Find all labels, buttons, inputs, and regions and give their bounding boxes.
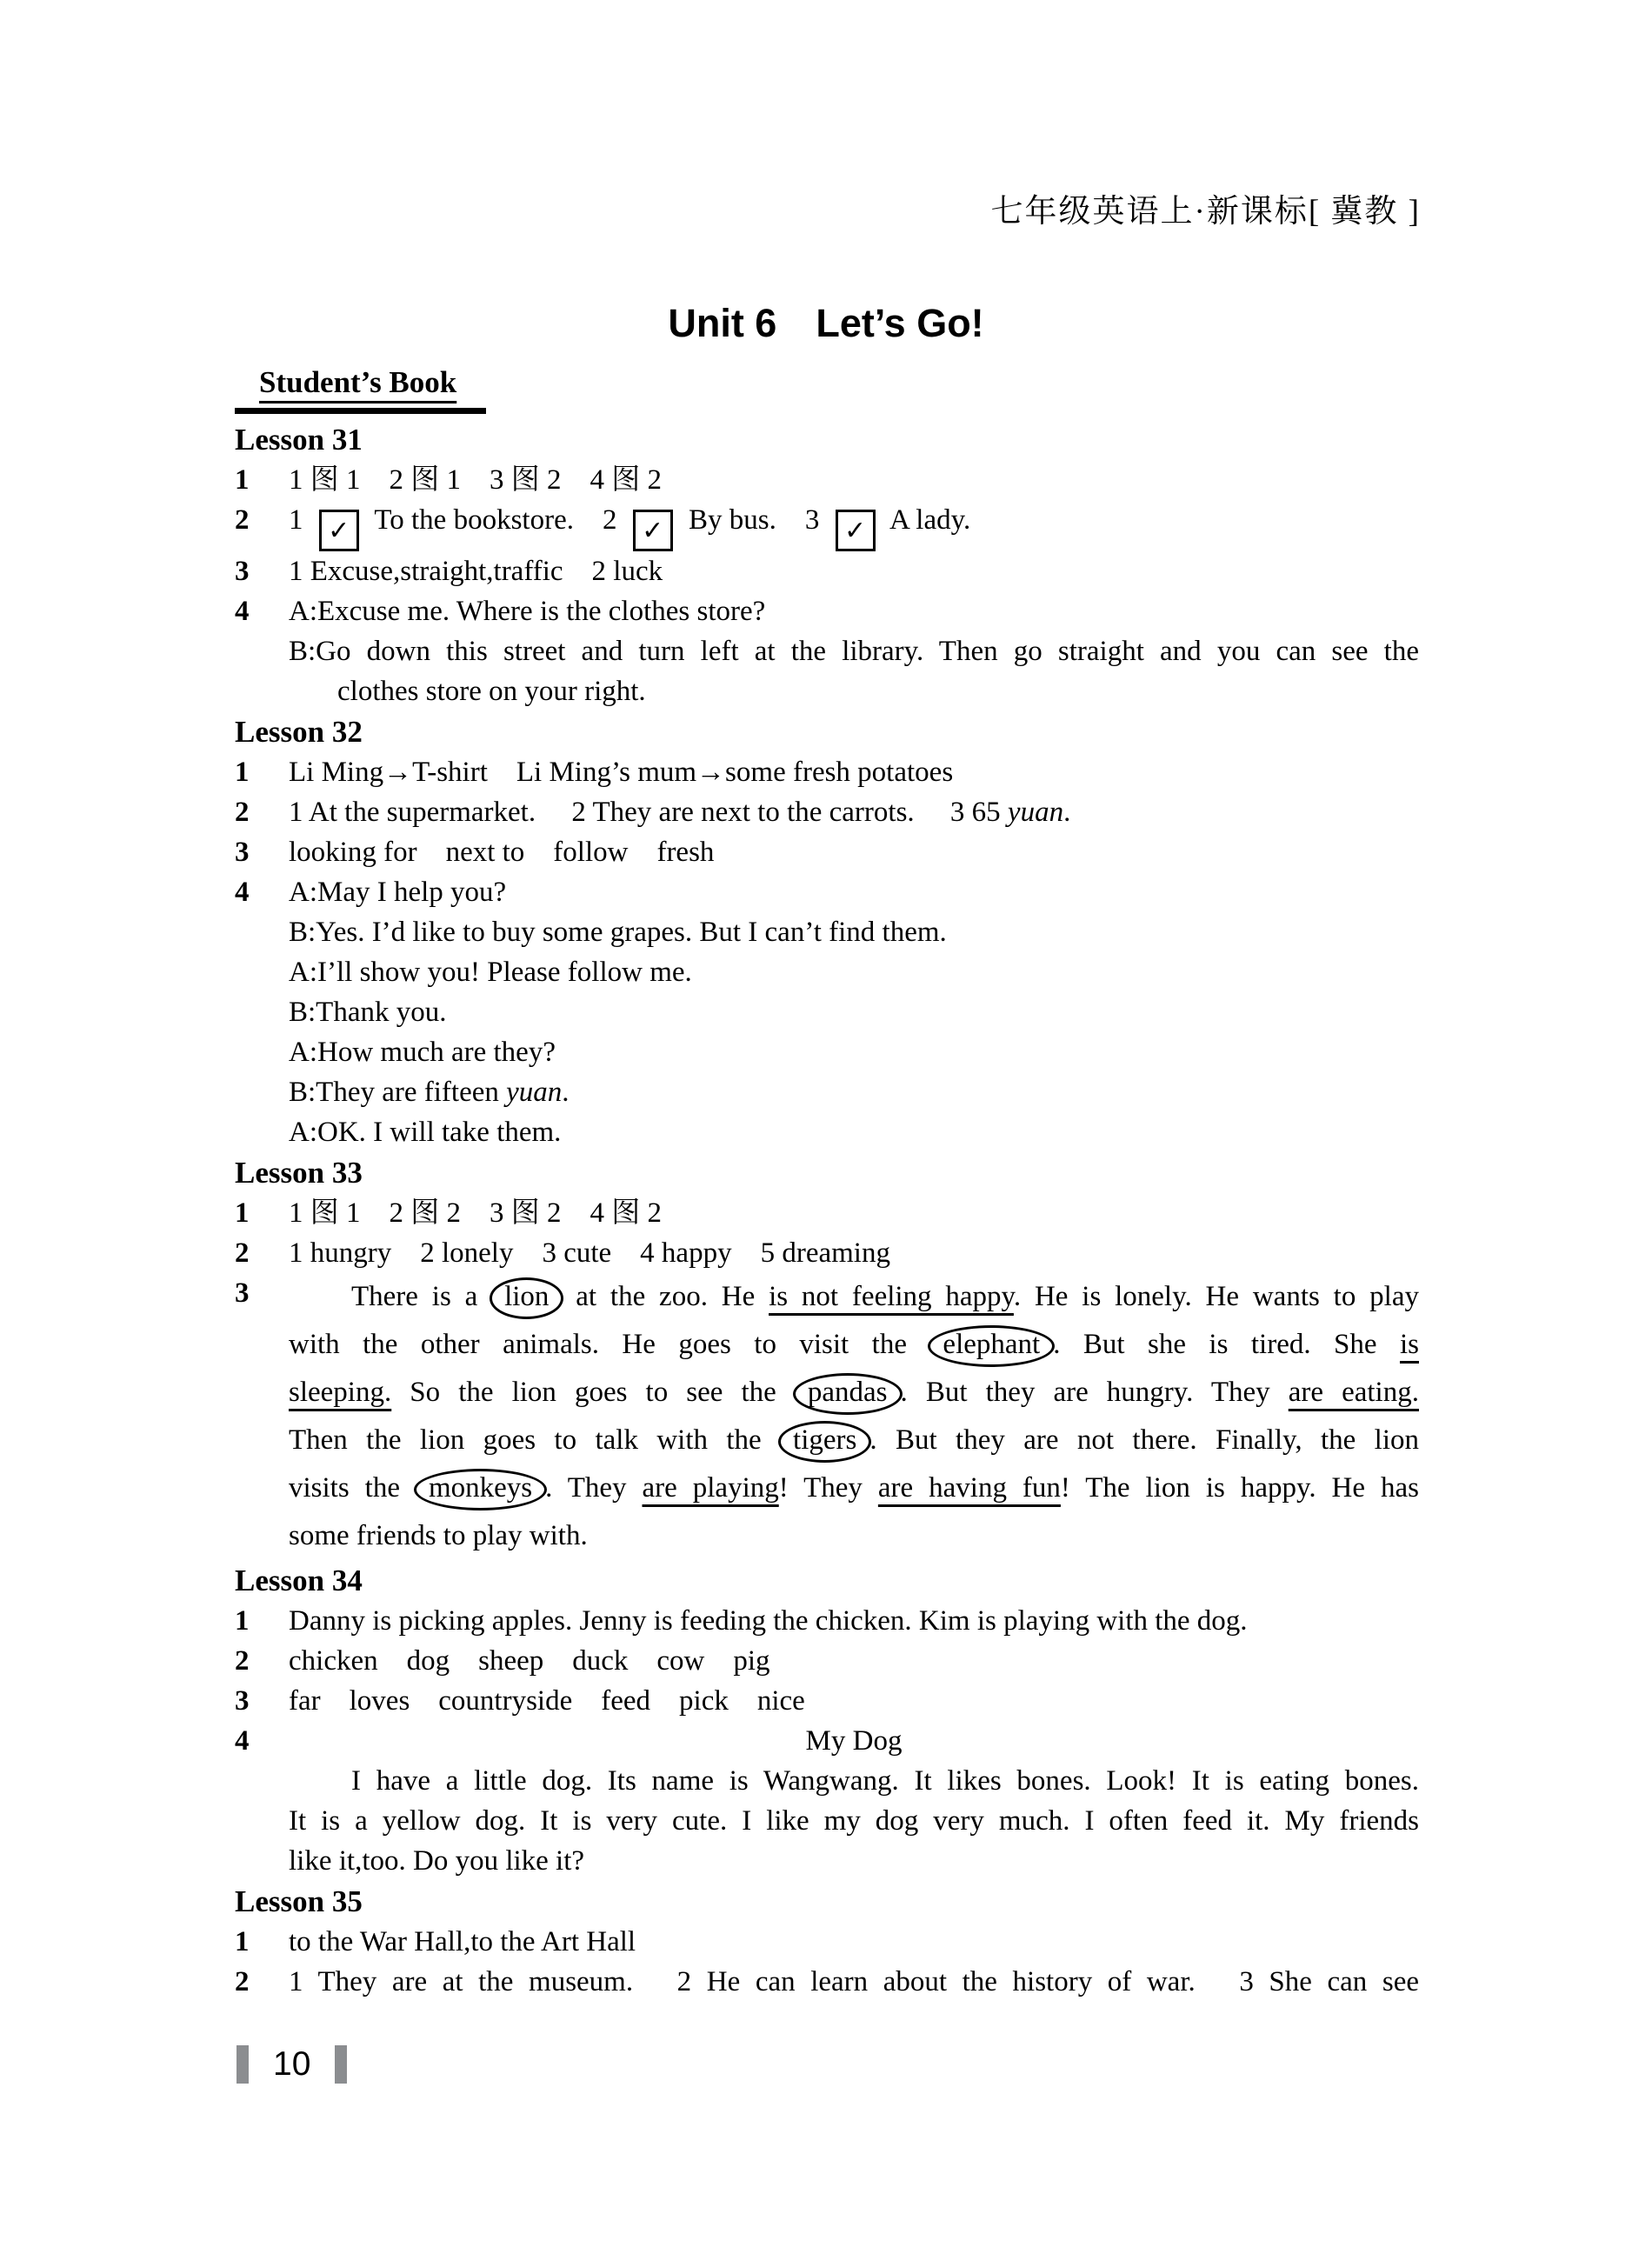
item-body — [289, 752, 1419, 792]
text-run: far loves countryside feed pick nice — [289, 1685, 805, 1717]
section-student-book — [235, 365, 486, 414]
text-run: A lady. — [883, 504, 971, 536]
text-run: visits the — [289, 1472, 416, 1504]
text-run: To the bookstore. 2 — [367, 504, 624, 536]
answer-item — [235, 1641, 1419, 1681]
text-run: . But they are not there. Finally, the lion — [869, 1424, 1419, 1456]
section-label: Student’s Book — [259, 365, 457, 399]
item-body — [289, 1721, 1419, 1881]
text-run: chicken dog sheep duck cow pig — [289, 1645, 770, 1677]
text-run: So the lion goes to see the — [391, 1377, 795, 1408]
text-run: . He is lonely. He wants to play — [1013, 1281, 1419, 1312]
text-run: 1 图 1 2 图 1 3 图 2 4 图 2 — [289, 464, 662, 496]
italic-word: yuan — [506, 1077, 563, 1108]
circled-word: lion — [490, 1277, 563, 1319]
text-run: looking for next to follow fresh — [289, 837, 715, 868]
text-run: Li Ming→T-shirt Li Ming’s mum→some fresh potatoes — [289, 757, 954, 788]
item-number: 1 — [235, 1197, 250, 1229]
answer-line — [289, 1273, 1419, 1321]
answer-line — [289, 1841, 1419, 1881]
text-run: A:How much are they? — [289, 1037, 556, 1068]
text-run: 1 Excuse,straight,traffic 2 luck — [289, 556, 663, 587]
item-number: 3 — [235, 1277, 250, 1309]
text-run: My Dog — [805, 1725, 903, 1757]
answer-line — [289, 1369, 1419, 1417]
answer-item — [235, 752, 1419, 792]
text-run: I have a little dog. Its name is Wangwang. It likes bones. Look! It is eating bones. — [351, 1765, 1419, 1797]
answer-item — [235, 792, 1419, 832]
circled-word: monkeys — [414, 1469, 547, 1510]
item-body — [289, 551, 1419, 591]
checkbox-checked-icon: ✓ — [319, 510, 359, 551]
footer-bar-left — [236, 2045, 249, 2084]
item-body — [289, 460, 1419, 500]
answer-item — [235, 591, 1419, 711]
text-run: A:Excuse me. Where is the clothes store? — [289, 596, 766, 627]
text-run: 1 At the supermarket. 2 They are next to the carrots. 3 65 — [289, 797, 1008, 828]
item-number: 1 — [235, 757, 250, 788]
circled-word: tigers — [778, 1421, 871, 1463]
text-run: ! The lion is happy. He has — [1060, 1472, 1419, 1504]
text-run: 1 hungry 2 lonely 3 cute 4 happy 5 dreaming — [289, 1237, 890, 1269]
item-number: 2 — [235, 797, 250, 828]
answer-line — [289, 992, 1419, 1032]
page-footer — [236, 2045, 347, 2084]
text-run: B:Yes. I’d like to buy some grapes. But I can’t find them. — [289, 917, 947, 948]
answer-line — [289, 1193, 1419, 1233]
answer-line — [289, 631, 1419, 671]
lesson-heading: Lesson 35 — [235, 1884, 363, 1918]
answer-line — [289, 1641, 1419, 1681]
item-body — [289, 1922, 1419, 1962]
text-run: B:Thank you. — [289, 997, 447, 1028]
answer-item — [235, 500, 1419, 551]
text-run: . — [1063, 797, 1071, 828]
text-run: By bus. 3 — [681, 504, 827, 536]
lesson-heading: Lesson 31 — [235, 423, 363, 457]
answer-line — [289, 1962, 1419, 2002]
item-body — [289, 1273, 1419, 1560]
answer-item — [235, 1681, 1419, 1721]
answer-item — [235, 1962, 1419, 2002]
item-number: 3 — [235, 1685, 250, 1717]
answer-item — [235, 1193, 1419, 1233]
item-body — [289, 792, 1419, 832]
item-number: 4 — [235, 1725, 250, 1757]
checkbox-checked-icon: ✓ — [633, 510, 673, 551]
item-body — [289, 1601, 1419, 1641]
text-run: 1 — [289, 504, 310, 536]
checkbox-checked-icon: ✓ — [836, 510, 876, 551]
item-number: 1 — [235, 1926, 250, 1957]
underlined-phrase: are having fun — [877, 1472, 1061, 1504]
answer-line — [289, 591, 1419, 631]
edition-header: 七年级英语上·新课标[ 冀教 ] — [990, 194, 1421, 230]
text-run: like it,too. Do you like it? — [289, 1845, 585, 1877]
answer-line — [289, 671, 1419, 711]
text-run: ! They — [778, 1472, 878, 1504]
text-run: There is a — [351, 1281, 492, 1312]
answer-line — [289, 1321, 1419, 1369]
answer-line — [289, 1721, 1419, 1761]
page-number: 10 — [273, 2045, 311, 2083]
answer-item — [235, 1721, 1419, 1881]
text-run: clothes store on your right. — [337, 676, 646, 707]
text-run: . They — [545, 1472, 643, 1504]
text-run: A:OK. I will take them. — [289, 1117, 562, 1148]
text-run: some friends to play with. — [289, 1520, 588, 1551]
answer-line — [289, 1032, 1419, 1072]
answer-item — [235, 551, 1419, 591]
underlined-phrase: are eating. — [1288, 1377, 1419, 1408]
text-run: at the zoo. He — [562, 1281, 769, 1312]
underlined-phrase: are playing — [642, 1472, 779, 1504]
lesson-heading: Lesson 34 — [235, 1564, 363, 1597]
answer-item — [235, 1233, 1419, 1273]
item-number: 4 — [235, 877, 250, 908]
text-run: with the other animals. He goes to visit the — [289, 1329, 930, 1360]
answer-line — [289, 1761, 1419, 1801]
item-number: 3 — [235, 837, 250, 868]
answer-line — [289, 952, 1419, 992]
circled-word: elephant — [928, 1325, 1055, 1367]
item-body — [289, 1681, 1419, 1721]
text-run: A:May I help you? — [289, 877, 507, 908]
answer-line — [289, 1922, 1419, 1962]
content — [235, 365, 1419, 2002]
text-run: . But she is tired. She — [1053, 1329, 1400, 1360]
lesson-heading: Lesson 33 — [235, 1156, 363, 1190]
answer-line — [289, 1233, 1419, 1273]
answer-line — [289, 792, 1419, 832]
underlined-phrase: sleeping. — [289, 1377, 392, 1408]
answer-line — [289, 832, 1419, 872]
italic-word: yuan — [1007, 797, 1064, 828]
item-number: 3 — [235, 556, 250, 587]
item-number: 2 — [235, 1237, 250, 1269]
answer-line — [289, 551, 1419, 591]
underlined-phrase: is — [1399, 1329, 1419, 1360]
item-number: 2 — [235, 1645, 250, 1677]
item-number: 1 — [235, 464, 250, 496]
answer-item — [235, 872, 1419, 1152]
text-run: 1 图 1 2 图 2 3 图 2 4 图 2 — [289, 1197, 662, 1229]
circled-word: pandas — [793, 1373, 903, 1415]
answer-line — [289, 752, 1419, 792]
answer-line — [289, 1417, 1419, 1464]
answer-line — [289, 1464, 1419, 1512]
answer-item — [235, 460, 1419, 500]
item-number: 1 — [235, 1605, 250, 1637]
text-run: to the War Hall,to the Art Hall — [289, 1926, 636, 1957]
text-run: 1 They are at the museum. 2 He can learn about the history of war. 3 She can see — [289, 1966, 1419, 1997]
answer-item — [235, 832, 1419, 872]
answer-line — [289, 872, 1419, 912]
answer-line — [289, 1601, 1419, 1641]
answer-line — [289, 460, 1419, 500]
answer-item — [235, 1601, 1419, 1641]
text-run: A:I’ll show you! Please follow me. — [289, 957, 692, 988]
lesson-heading: Lesson 32 — [235, 715, 363, 749]
answer-line — [289, 1512, 1419, 1560]
text-run: Then the lion goes to talk with the — [289, 1424, 781, 1456]
text-run: B:They are fifteen — [289, 1077, 507, 1108]
item-body — [289, 500, 1419, 551]
answer-line — [289, 500, 1419, 551]
underlined-phrase: is not feeling happy — [769, 1281, 1014, 1312]
answer-line — [289, 1112, 1419, 1152]
answer-item — [235, 1922, 1419, 1962]
item-number: 4 — [235, 596, 250, 627]
answer-line — [289, 1681, 1419, 1721]
text-run: . But they are hungry. They — [900, 1377, 1289, 1408]
unit-title: Unit 6 Let’s Go! — [668, 301, 984, 345]
text-run: B:Go down this street and turn left at the library. Then go straight and you can see the — [289, 636, 1419, 667]
answer-line — [289, 912, 1419, 952]
item-number: 2 — [235, 1966, 250, 1997]
text-run: . — [562, 1077, 570, 1108]
text-run: Danny is picking apples. Jenny is feeding the chicken. Kim is playing with the dog. — [289, 1605, 1248, 1637]
footer-bar-right — [335, 2045, 347, 2084]
item-body — [289, 832, 1419, 872]
item-body — [289, 1233, 1419, 1273]
item-body — [289, 872, 1419, 1152]
item-number: 2 — [235, 504, 250, 536]
lessons-container — [235, 419, 1419, 2002]
item-body — [289, 1962, 1419, 2002]
item-body — [289, 1193, 1419, 1233]
answer-item — [235, 1273, 1419, 1560]
answer-line — [289, 1072, 1419, 1112]
item-body — [289, 1641, 1419, 1681]
item-body — [289, 591, 1419, 711]
text-run: It is a yellow dog. It is very cute. I like my dog very much. I often feed it. My friends — [289, 1805, 1419, 1837]
answer-line — [289, 1801, 1419, 1841]
